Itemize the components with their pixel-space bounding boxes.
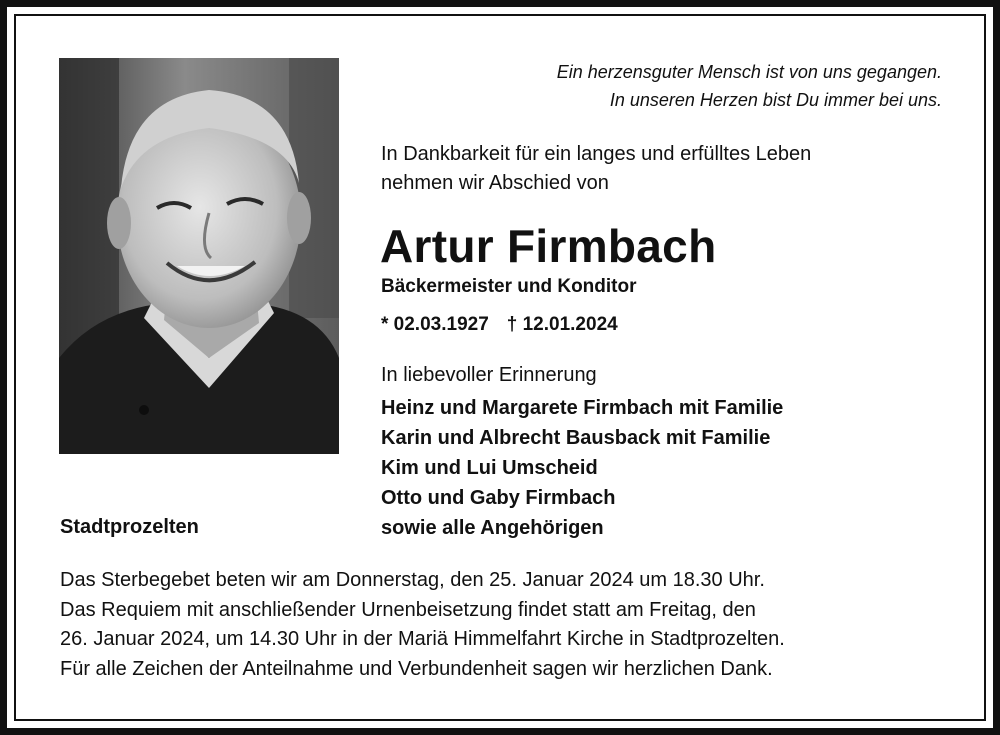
service-notice <box>60 566 950 684</box>
notice-line: Für alle Zeichen der Anteilnahme und Verbundenheit sagen wir herzlichen Dank. <box>60 657 773 680</box>
motto <box>422 58 942 114</box>
life-dates <box>381 311 618 339</box>
notice-line: Das Sterbegebet beten wir am Donnerstag, den 25. Januar 2024 um 18.30 Uhr. <box>60 569 765 591</box>
mourner-line: sowie alle Angehörigen <box>381 517 604 539</box>
mourner-line: Heinz und Margarete Firmbach mit Familie <box>381 397 784 419</box>
mourner-line: Otto und Gaby Firmbach <box>381 487 616 509</box>
portrait-illustration <box>59 58 339 454</box>
motto-line-1: Ein herzensguter Mensch ist von uns gegangen. <box>556 62 942 82</box>
portrait-photo <box>59 58 339 454</box>
notice-line: Das Requiem mit anschließender Urnenbeisetzung findet statt am Freitag, den <box>60 598 756 621</box>
notice-line: 26. Januar 2024, um 14.30 Uhr in der Mariä Himmelfahrt Kirche in Stadtprozelten. <box>60 628 785 650</box>
intro-text <box>381 140 941 198</box>
death-date: † 12.01.2024 <box>506 314 618 335</box>
intro-line-1: In Dankbarkeit für ein langes und erfülltes Leben <box>381 143 812 165</box>
mourner-line: Karin und Albrecht Bausback mit Familie <box>381 427 771 449</box>
deceased-profession: Bäckermeister und Konditor <box>381 276 637 297</box>
place-name: Stadtprozelten <box>60 516 199 538</box>
intro-line-2: nehmen wir Abschied von <box>381 172 609 194</box>
birth-date: * 02.03.1927 <box>381 314 489 335</box>
motto-line-2: In unseren Herzen bist Du immer bei uns. <box>609 90 942 110</box>
deceased-name: Artur Firmbach <box>380 220 717 272</box>
mourner-line: Kim und Lui Umscheid <box>381 457 598 479</box>
memory-label: In liebevoller Erinnerung <box>381 364 597 386</box>
mourners-list <box>381 393 901 543</box>
